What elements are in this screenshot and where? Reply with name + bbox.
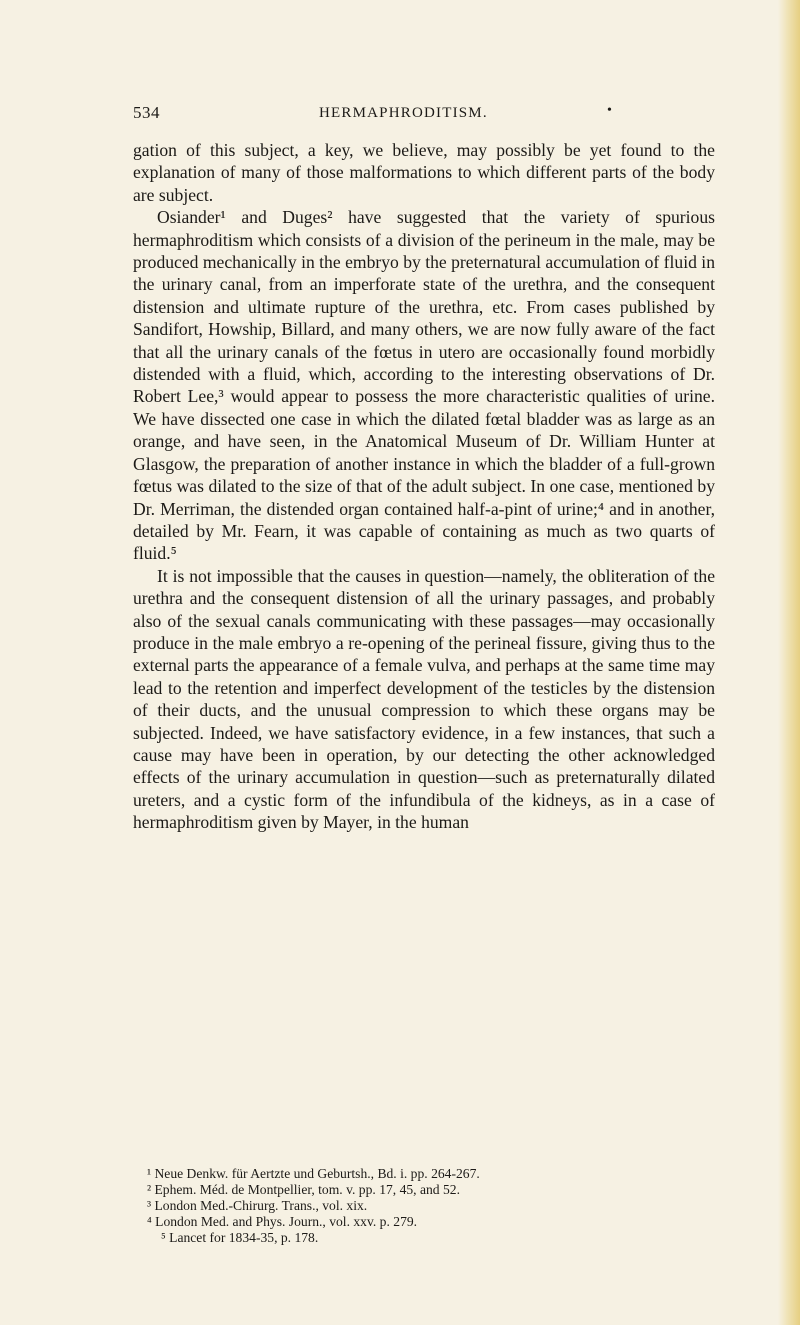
footnote-1: ¹ Neue Denkw. für Aertzte und Geburtsh., Bd. i. pp. 264-267. — [147, 1166, 480, 1181]
page-edge — [778, 0, 800, 1325]
paragraph-osiander: Osiander¹ and Duges² have suggested that the variety of spurious hermaphroditism which consists of a division of the perineum in the male, may be produced mechanically in the embryo by the preternatural accumulation of fluid in the urinary canal, from an imperforate state of the urethra, and the consequent distension and ultimate rupture of the urethra, etc. From cases published by Sandifort, Howship, Billard, and many others, we are now fully aware of the fact that all the urinary canals of the fœtus in utero are occasionally found morbidly distended with a fluid, which, according to the interesting observations of Dr. Robert Lee,³ would appear to possess the more characteristic qualities of urine. We have dissected one case in which the dilated fœtal bladder was as large as an orange, and have seen, in the Anatomical Museum of Dr. William Hunter at Glasgow, the preparation of another instance in which the bladder of a full-grown fœtus was dilated to the size of that of the adult subject. In one case, mentioned by Dr. Merriman, the distended organ contained half-a-pint of urine;⁴ and in another, detailed by Mr. Fearn, it was capable of containing as much as two quarts of fluid.⁵ — [133, 207, 715, 564]
paragraph-continuation: gation of this subject, a key, we believe, may possibly be yet found to the explanation of many of those malformations to which different parts of the body are subject. — [133, 140, 715, 205]
footnote-3: ³ London Med.-Chirurg. Trans., vol. xix. — [147, 1198, 368, 1213]
footnote-2: ² Ephem. Méd. de Montpellier, tom. v. pp. 17, 45, and 52. — [147, 1182, 460, 1197]
page-number: 534 — [133, 103, 160, 122]
page-header — [133, 103, 715, 125]
footnotes — [133, 1166, 715, 1246]
running-head: HERMAPHRODITISM. — [319, 105, 488, 121]
body-text — [133, 139, 715, 834]
footnote-5: ⁵ Lancet for 1834-35, p. 178. — [161, 1230, 319, 1245]
header-mark: • — [607, 103, 612, 118]
paragraph-causes: It is not impossible that the causes in question—namely, the obliteration of the urethra and the consequent distension of all the urinary passages, and probably also of the sexual canals communicating with these passages—may occasionally produce in the male embryo a re-opening of the perineal fissure, giving thus to the external parts the appearance of a female vulva, and perhaps at the same time may lead to the retention and imperfect development of the testicles by the distension of their ducts, and the unusual compression to which these organs may be subjected. Indeed, we have satisfactory evidence, in a few instances, that such a cause may have been in operation, by our detecting the other acknowledged effects of the urinary accumulation in question—such as preternaturally dilated ureters, and a cystic form of the infundibula of the kidneys, as in a case of hermaphroditism given by Mayer, in the human — [133, 565, 715, 833]
footnote-4: ⁴ London Med. and Phys. Journ., vol. xxv. p. 279. — [147, 1214, 418, 1229]
